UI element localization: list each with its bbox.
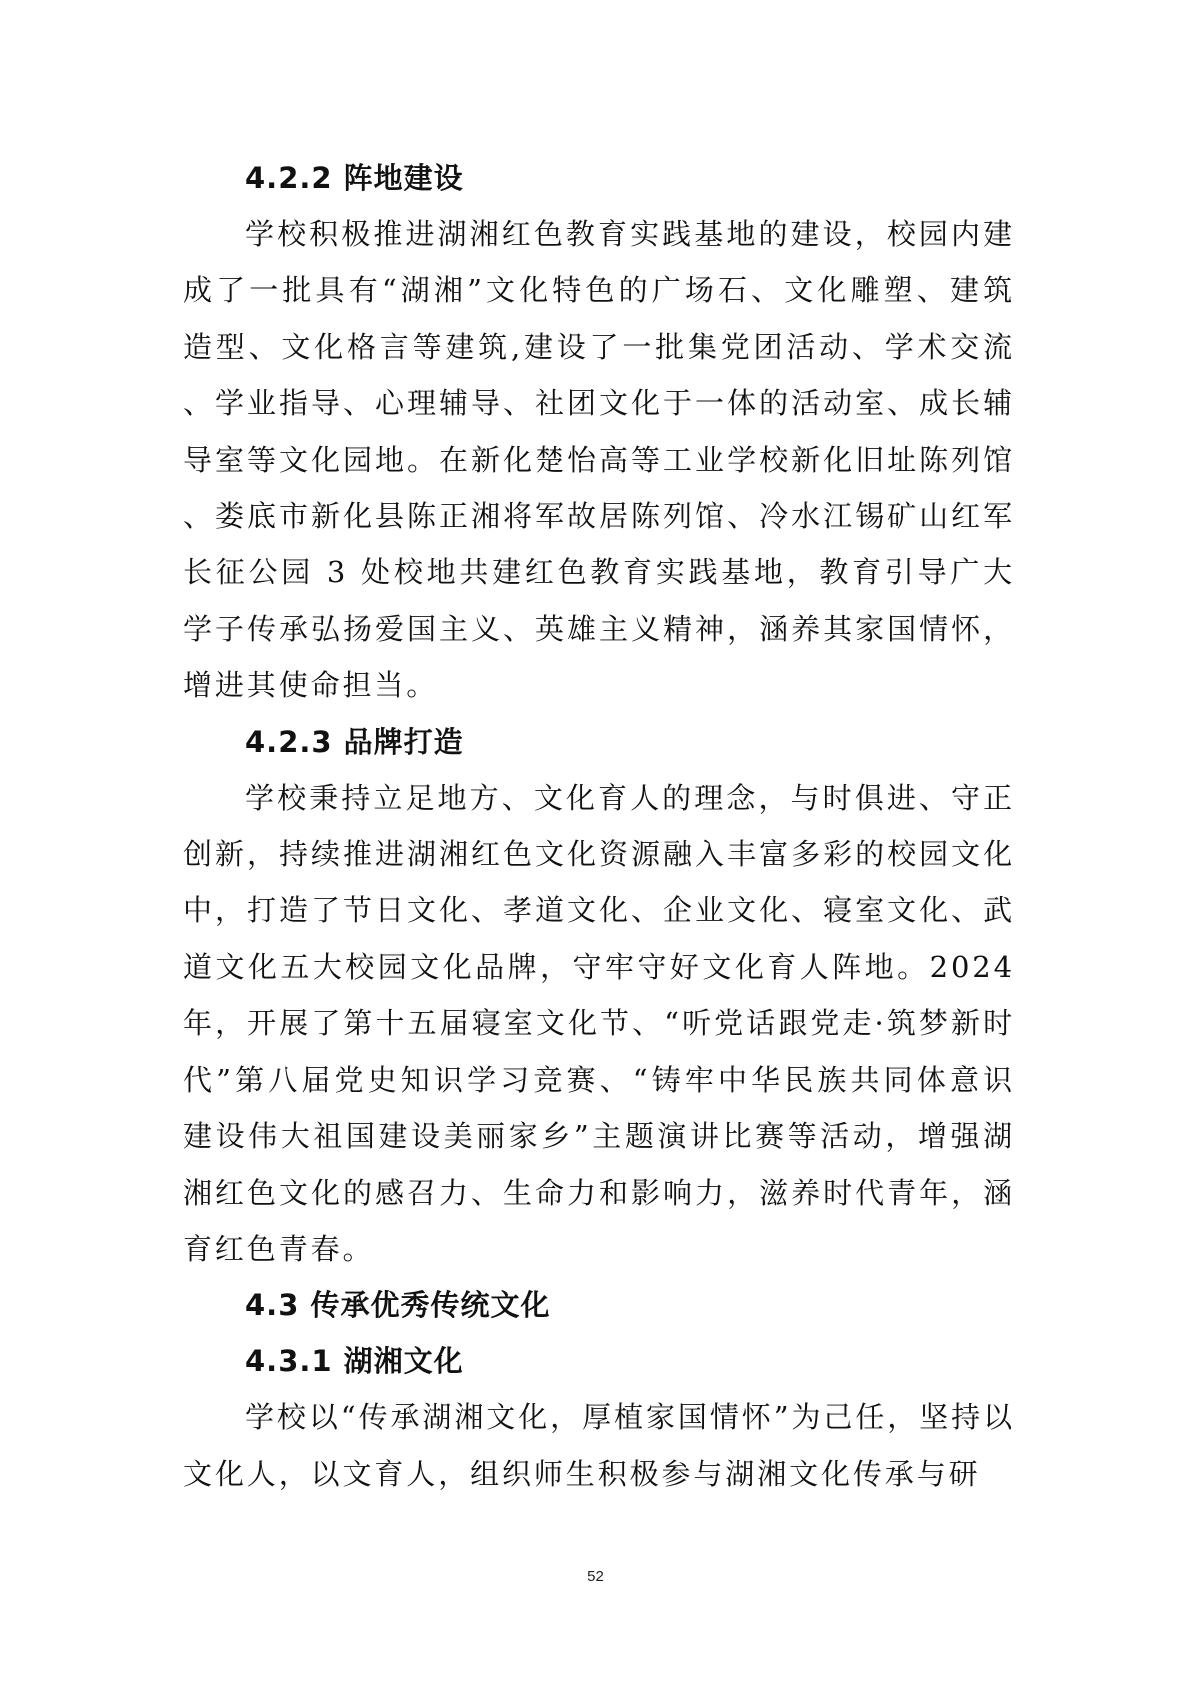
paragraph-position-building: 学校积极推进湖湘红色教育实践基地的建设，校园内建成了一批具有“湖湘”文化特色的广场石、文化雕塑、建筑造型、文化格言等建筑,建设了一批集党团活动、学术交流、学业指导、心理辅导、社团文化于一体的活动室、成长辅导室等文化园地。在新化楚怡高等工业学校新化旧址陈列馆、娄底市新化县陈正湘将军故居陈列馆、冷水江锡矿山红军长征公园 3 处校地共建红色教育实践基地，教育引导广大学子传承弘扬爱国主义、英雄主义精神，涵养其家国情怀，增进其使命担当。 [183, 217, 1015, 703]
section-heading-4-3-1: 4.3.1 湖湘文化 [245, 1344, 464, 1379]
paragraph-brand-building: 学校秉持立足地方、文化育人的理念，与时俱进、守正创新，持续推进湖湘红色文化资源融入丰富多彩的校园文化中，打造了节日文化、孝道文化、企业文化、寝室文化、武道文化五大校园文化品牌，守牢守好文化育人阵地。2024 年，开展了第十五届寝室文化节、“听党话跟党走·筑梦新时代”第八届党史知识学习竞赛、“铸牢中华民族共同体意识 建设伟大祖国建设美丽家乡”主题演讲比赛等活动，增强湖湘红色文化的感召力、生命力和影响力，滋养时代青年，涵育红色青春。 [183, 780, 1015, 1266]
page-content [183, 150, 1015, 1502]
page-number: 52 [587, 1568, 604, 1585]
section-heading-4-2-2: 4.2.2 阵地建设 [245, 161, 464, 195]
section-heading-4-2-3: 4.2.3 品牌打造 [245, 724, 464, 759]
paragraph-huxiang-culture: 学校以“传承湖湘文化，厚植家国情怀”为己任，坚持以文化人，以文育人，组织师生积极参与湖湘文化传承与研 [183, 1400, 1015, 1491]
section-heading-4-3: 4.3 传承优秀传统文化 [245, 1288, 551, 1323]
